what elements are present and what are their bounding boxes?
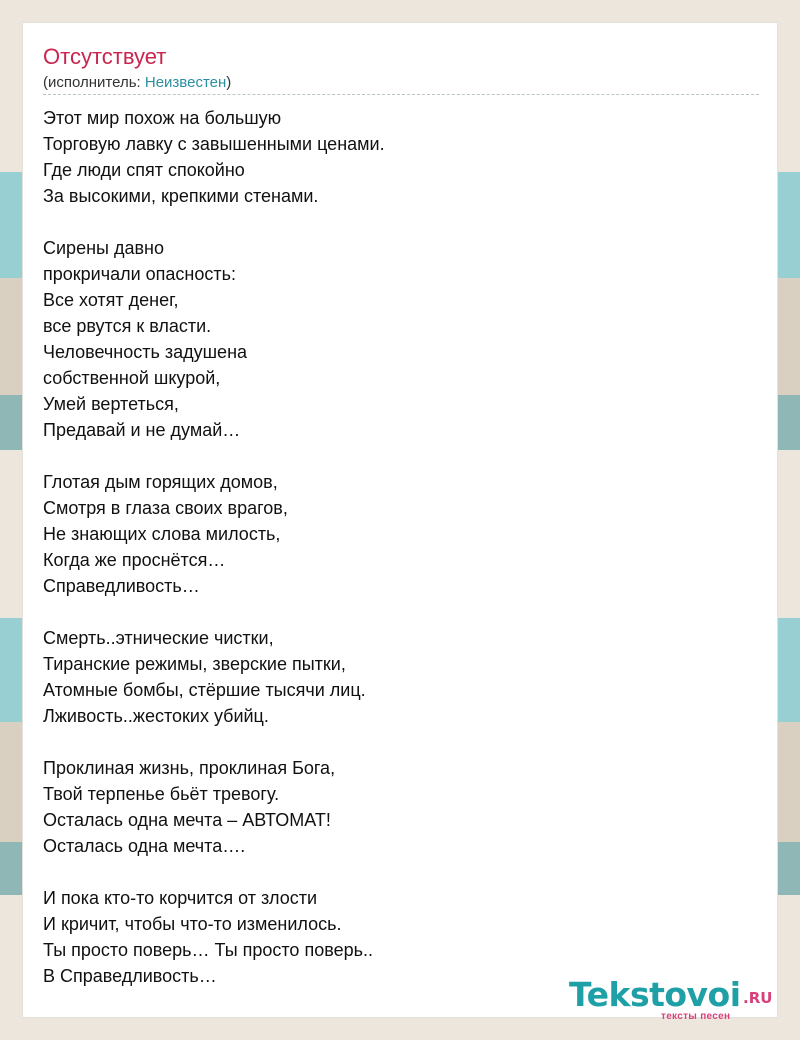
lyrics-line: Осталась одна мечта…. [43, 836, 246, 856]
lyrics-line: прокричали опасность: [43, 264, 236, 284]
lyrics-line: Ты просто поверь… Ты просто поверь.. [43, 940, 373, 960]
lyrics-line: За высокими, крепкими стенами. [43, 186, 319, 206]
lyrics-stanza [43, 625, 743, 729]
lyrics-line: Проклиная жизнь, проклиная Бога, [43, 758, 336, 778]
lyrics-line: Этот мир похож на большую [43, 108, 282, 128]
lyrics-line: В Справедливость… [43, 966, 217, 986]
logo-wordmark: Tekstovoi [569, 975, 741, 1014]
lyrics-line: Сирены давно [43, 238, 164, 258]
lyrics-line: Твой терпенье бьёт тревогу. [43, 784, 280, 804]
lyrics-line: И кричит, чтобы что-то изменилось. [43, 914, 342, 934]
lyrics-card [22, 22, 778, 1022]
lyrics-line: Человечность задушена [43, 342, 248, 362]
artist-link[interactable]: Неизвестен [144, 74, 227, 91]
subtitle-suffix: ) [226, 74, 232, 91]
lyrics-line: И пока кто-то корчится от злости [43, 888, 318, 908]
lyrics-stanza [43, 755, 743, 859]
lyrics-line: Не знающих слова милость, [43, 524, 281, 544]
lyrics-line: Атомные бомбы, стёршие тысячи лиц. [43, 680, 366, 700]
song-title: Отсутствует [43, 44, 167, 69]
logo-tld: .RU [743, 989, 773, 1007]
song-subtitle [43, 73, 231, 93]
lyrics-line: Справедливость… [43, 576, 200, 596]
header-divider [43, 94, 759, 95]
lyrics-stanza [43, 469, 743, 599]
lyrics-line: Лживость..жестоких убийц. [43, 706, 269, 726]
lyrics-stanza [43, 105, 743, 209]
lyrics-line: Все хотят денег, [43, 290, 179, 310]
lyrics-stanza [43, 235, 743, 443]
lyrics-stanza [43, 885, 743, 989]
lyrics-line: Смерть..этнические чистки, [43, 628, 274, 648]
lyrics-line: Предавай и не думай… [43, 420, 241, 440]
lyrics-line: Глотая дым горящих домов, [43, 472, 278, 492]
subtitle-prefix: (исполнитель: [43, 74, 145, 91]
lyrics-line: Умей вертеться, [43, 394, 179, 414]
lyrics-line: все рвутся к власти. [43, 316, 212, 336]
lyrics-line: Где люди спят спокойно [43, 160, 245, 180]
lyrics-line: Осталась одна мечта – АВТОМАТ! [43, 810, 331, 830]
lyrics-body [43, 105, 743, 1015]
lyrics-line: Смотря в глаза своих врагов, [43, 498, 288, 518]
lyrics-line: собственной шкурой, [43, 368, 221, 388]
site-logo[interactable] [569, 975, 779, 1025]
lyrics-line: Когда же проснётся… [43, 550, 226, 570]
lyrics-line: Тиранские режимы, зверские пытки, [43, 654, 346, 674]
lyrics-line: Торговую лавку с завышенными ценами. [43, 134, 385, 154]
logo-tagline: тексты песен [661, 1011, 731, 1022]
